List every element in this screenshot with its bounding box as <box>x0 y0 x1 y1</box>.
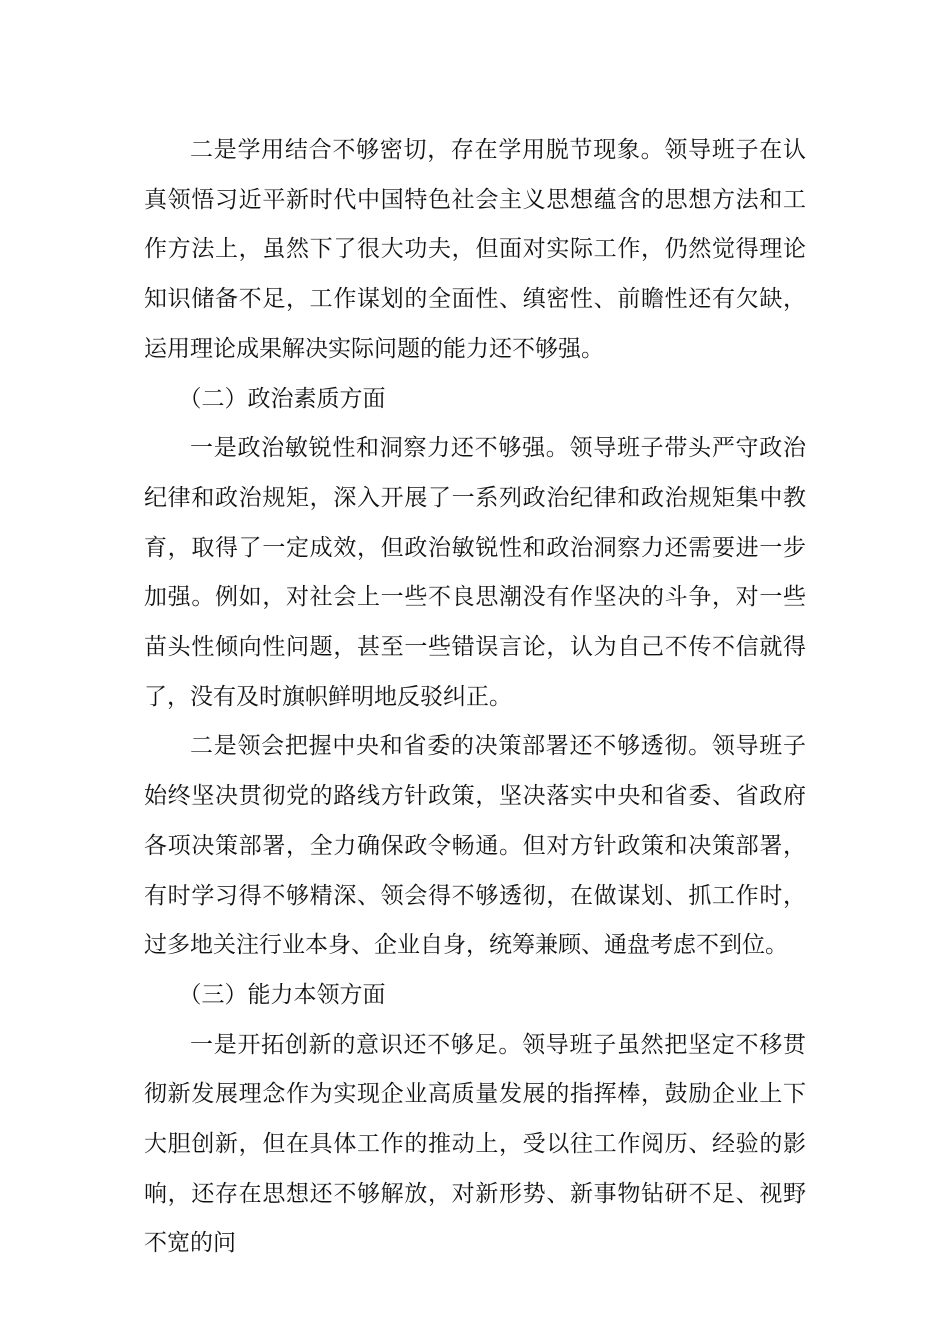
document-body <box>144 126 806 1269</box>
paragraph-political-sensitivity: 一是政治敏锐性和洞察力还不够强。领导班子带头严守政治纪律和政治规矩，深入开展了一系列政治纪律和政治规矩集中教育，取得了一定成效，但政治敏锐性和政治洞察力还需要进一步加强。例如，对社会上一些不良思潮没有作坚决的斗争，对一些苗头性倾向性问题，甚至一些错误言论，认为自己不传不信就得了，没有及时旗帜鲜明地反驳纠正。 <box>144 435 806 710</box>
paragraph-policy-understanding: 二是领会把握中央和省委的决策部署还不够透彻。领导班子始终坚决贯彻党的路线方针政策，坚决落实中央和省委、省政府各项决策部署，全力确保政令畅通。但对方针政策和决策部署，有时学习得不够精深、领会得不够透彻，在做谋划、抓工作时，过多地关注行业本身、企业自身，统筹兼顾、通盘考虑不到位。 <box>144 733 806 959</box>
section-heading-political-quality: （二）政治素质方面 <box>178 385 386 412</box>
paragraph-innovation-awareness: 一是开拓创新的意识还不够足。领导班子虽然把坚定不移贯彻新发展理念作为实现企业高质量发展的指挥棒，鼓励企业上下大胆创新，但在具体工作的推动上，受以往工作阅历、经验的影响，还存在思想还不够解放，对新形势、新事物钻研不足、视野不宽的问 <box>144 1031 806 1257</box>
section-heading-ability: （三）能力本领方面 <box>178 981 386 1008</box>
paragraph-study-application: 二是学用结合不够密切，存在学用脱节现象。领导班子在认真领悟习近平新时代中国特色社会主义思想蕴含的思想方法和工作方法上，虽然下了很大功夫，但面对实际工作，仍然觉得理论知识储备不足，工作谋划的全面性、缜密性、前瞻性还有欠缺，运用理论成果解决实际问题的能力还不够强。 <box>144 137 806 362</box>
